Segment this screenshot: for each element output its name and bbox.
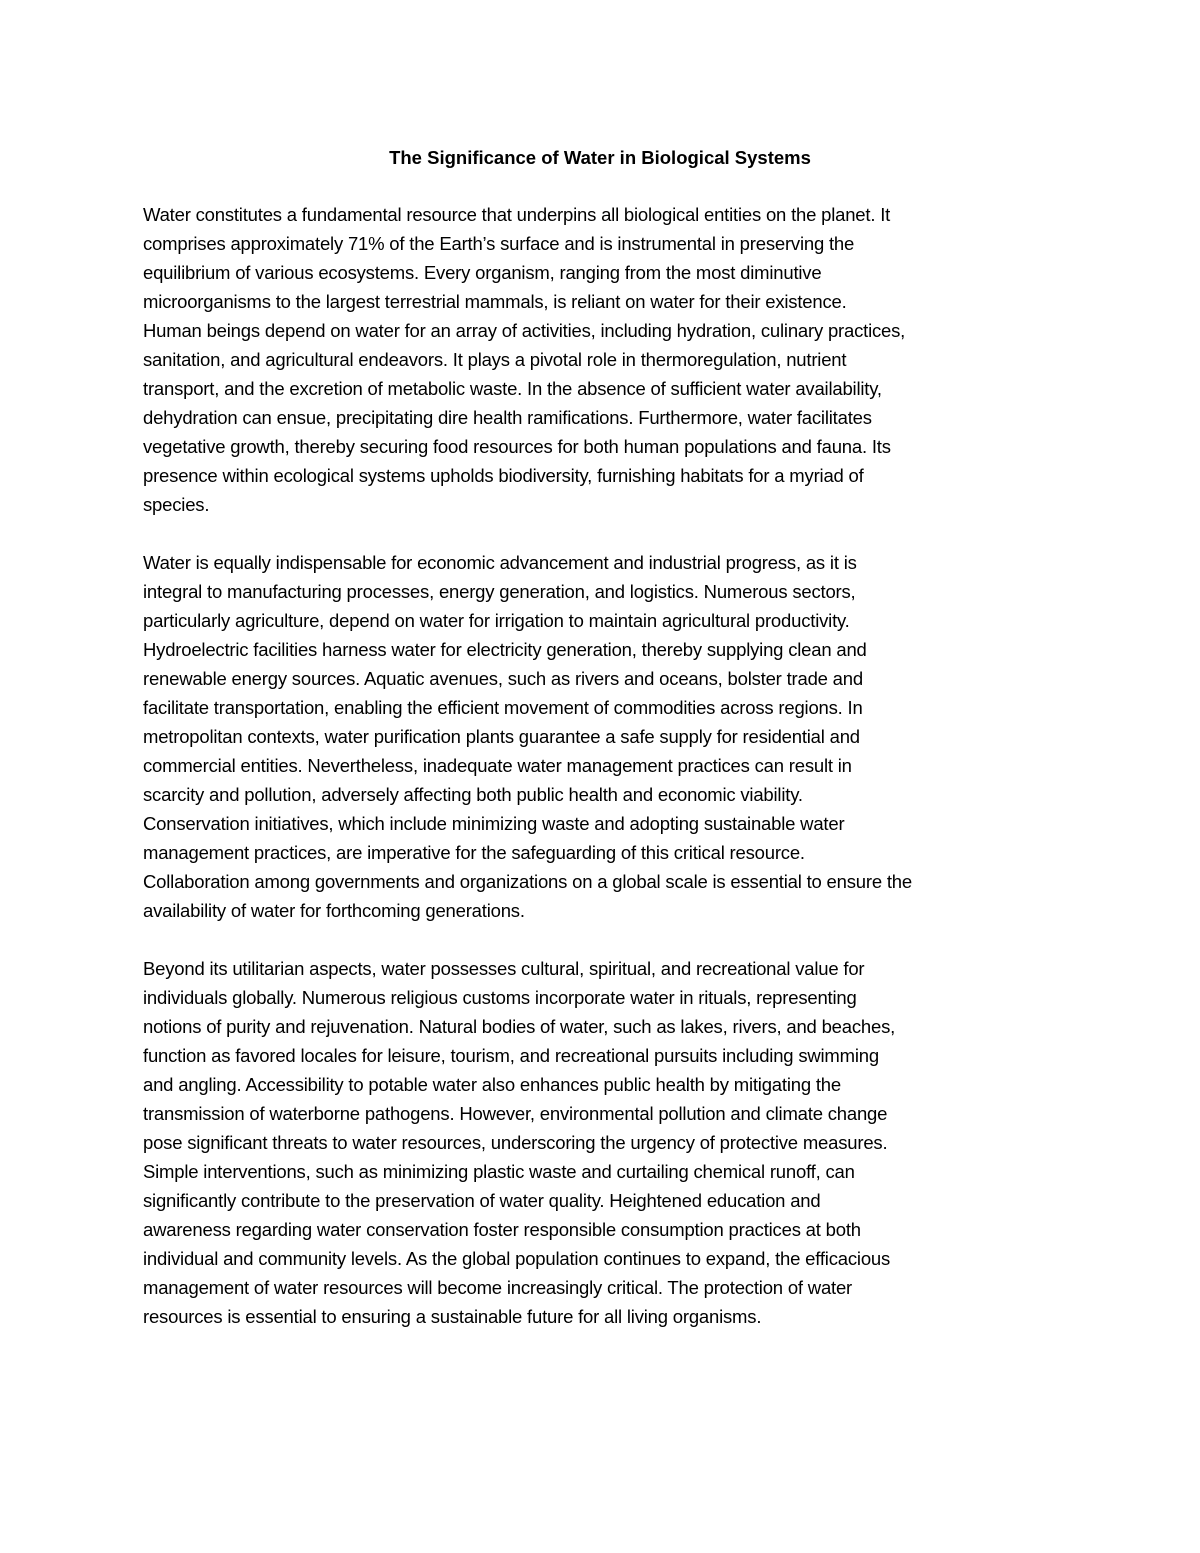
paragraph-line: equilibrium of various ecosystems. Every organism, ranging from the most diminutive (143, 262, 822, 283)
paragraph-list (143, 200, 1057, 1331)
paragraph-line: Human beings depend on water for an array of activities, including hydration, culinary practices, (143, 320, 906, 341)
paragraph-line: notions of purity and rejuvenation. Natural bodies of water, such as lakes, rivers, and beaches, (143, 1016, 896, 1037)
paragraph-line: presence within ecological systems upholds biodiversity, furnishing habitats for a myriad of (143, 465, 864, 486)
paragraph-line: management practices, are imperative for the safeguarding of this critical resource. (143, 842, 805, 863)
paragraph-line: management of water resources will become increasingly critical. The protection of water (143, 1277, 853, 1298)
paragraph-line: scarcity and pollution, adversely affecting both public health and economic viability. (143, 784, 803, 805)
paragraph-line: Collaboration among governments and organizations on a global scale is essential to ensure the (143, 871, 912, 892)
paragraph-line: function as favored locales for leisure, tourism, and recreational pursuits including swimming (143, 1045, 879, 1066)
paragraph-line: Water constitutes a fundamental resource that underpins all biological entities on the planet. It (143, 204, 891, 225)
paragraph-line: comprises approximately 71% of the Earth’s surface and is instrumental in preserving the (143, 233, 855, 254)
paragraph-line: sanitation, and agricultural endeavors. It plays a pivotal role in thermoregulation, nutrient (143, 349, 847, 370)
paragraph-line: facilitate transportation, enabling the efficient movement of commodities across regions. In (143, 697, 863, 718)
paragraph-line: pose significant threats to water resources, underscoring the urgency of protective measures. (143, 1132, 888, 1153)
paragraph-line: metropolitan contexts, water purification plants guarantee a safe supply for residential and (143, 726, 860, 747)
paragraph-line: individual and community levels. As the global population continues to expand, the efficacious (143, 1248, 891, 1269)
paragraph-line: particularly agriculture, depend on water for irrigation to maintain agricultural productivity. (143, 610, 850, 631)
paragraph-line: Simple interventions, such as minimizing plastic waste and curtailing chemical runoff, can (143, 1161, 855, 1182)
paragraph-line: Hydroelectric facilities harness water for electricity generation, thereby supplying clean and (143, 639, 867, 660)
paragraph-line: individuals globally. Numerous religious customs incorporate water in rituals, representing (143, 987, 857, 1008)
paragraph-line: Conservation initiatives, which include minimizing waste and adopting sustainable water (143, 813, 845, 834)
body-paragraph (143, 548, 1057, 925)
paragraph-line: transport, and the excretion of metabolic waste. In the absence of sufficient water availability, (143, 378, 882, 399)
paragraph-line: Water is equally indispensable for economic advancement and industrial progress, as it is (143, 552, 857, 573)
paragraph-line: significantly contribute to the preservation of water quality. Heightened education and (143, 1190, 821, 1211)
paragraph-line: availability of water for forthcoming generations. (143, 900, 525, 921)
paragraph-line: awareness regarding water conservation foster responsible consumption practices at both (143, 1219, 861, 1240)
document-body (143, 145, 1057, 1360)
document-title: The Significance of Water in Biological Systems (389, 147, 811, 168)
paragraph-line: transmission of waterborne pathogens. However, environmental pollution and climate change (143, 1103, 888, 1124)
paragraph-line: integral to manufacturing processes, energy generation, and logistics. Numerous sectors, (143, 581, 856, 602)
body-paragraph (143, 200, 1057, 519)
paragraph-line: microorganisms to the largest terrestrial mammals, is reliant on water for their existence. (143, 291, 847, 312)
body-paragraph (143, 954, 1057, 1331)
paragraph-line: renewable energy sources. Aquatic avenues, such as rivers and oceans, bolster trade and (143, 668, 863, 689)
paragraph-line: Beyond its utilitarian aspects, water possesses cultural, spiritual, and recreational value for (143, 958, 865, 979)
paragraph-line: and angling. Accessibility to potable water also enhances public health by mitigating the (143, 1074, 841, 1095)
paragraph-line: species. (143, 494, 210, 515)
paragraph-line: dehydration can ensue, precipitating dire health ramifications. Furthermore, water facilitates (143, 407, 872, 428)
paragraph-line: resources is essential to ensuring a sustainable future for all living organisms. (143, 1306, 762, 1327)
paragraph-line: commercial entities. Nevertheless, inadequate water management practices can result in (143, 755, 852, 776)
paragraph-line: vegetative growth, thereby securing food resources for both human populations and fauna. Its (143, 436, 891, 457)
